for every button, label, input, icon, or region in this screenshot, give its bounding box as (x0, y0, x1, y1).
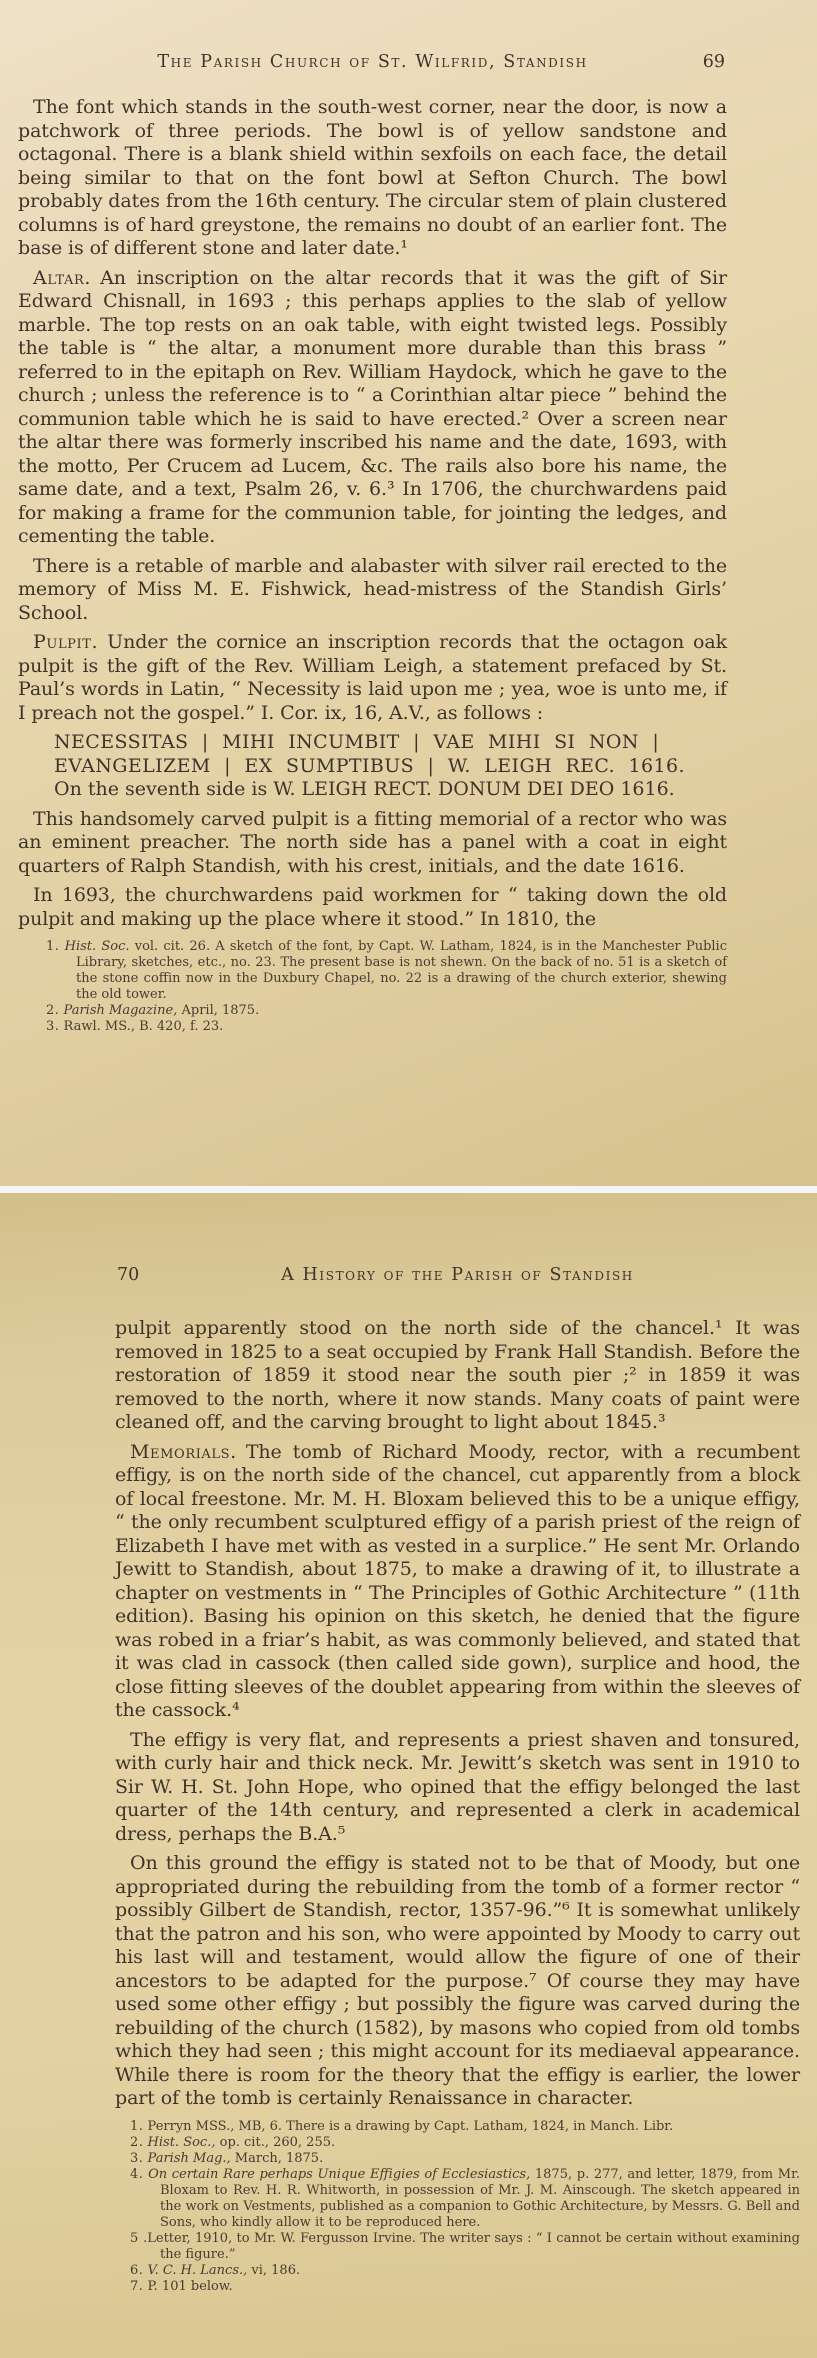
footnote-number: 2. (46, 1003, 60, 1018)
footnote-number: 1. (46, 939, 60, 954)
paragraph-on-this-ground (115, 1852, 800, 2111)
paragraph-text: pulpit apparently stood on the north side of the chancel.¹ It was removed in 1825 to a seat occupied by Frank Hall Standish. Before the restoration of 1859 it stood near the south pier ;² in 1859 it was removed to the north, where it now stands. Many coats of paint were cleaned off, and the carving brought to light about 1845.³ (115, 1317, 800, 1433)
footnote-italic: V. C. H. Lancs., (147, 2262, 248, 2278)
page-break-gap (0, 1186, 817, 1193)
footnote-text: Rawl. MS., B. 420, f. 23. (63, 1019, 224, 1034)
small-caps-lead: Altar. (33, 266, 92, 289)
paragraph-altar (18, 267, 727, 549)
footnote-number: 7. (130, 2278, 144, 2294)
footnote (130, 2231, 800, 2263)
paragraph-pulpit (18, 631, 727, 725)
inscription-line: EVANGELIZEM | EX SUMPTIBUS | W. LEIGH REC. 1616. (54, 754, 685, 777)
page-69-header (18, 52, 727, 74)
footnote (130, 2279, 800, 2295)
paragraph-text: This handsomely carved pulpit is a fitting memorial of a rector who was an eminent preacher. The north side has a panel with a coat in eight quarters of Ralph Standish, with his crest, initials, and the date 1616. (18, 807, 727, 877)
footnote-italic: Hist. Soc. (64, 939, 130, 954)
footnote-text: vol. cit. 26. A sketch of the font, by Capt. W. Latham, 1824, is in the Manchester Public Library, sketches, etc., no. 23. The present base is not shewn. On the back of no. 51 is a sketch of the stone coffin now in the Duxbury Chapel, no. 22 is a drawing of the church exterior, shewing the old tower. (76, 939, 727, 1002)
page-70-footnotes (130, 2119, 800, 2295)
paragraph-text: The font which stands in the south-west corner, near the door, is now a patchwork of three periods. The bowl is of yellow sandstone and octagonal. There is a blank shield within sexfoils on each face, the detail being similar to that on the font bowl at Sefton Church. The bowl probably dates from the 16th century. The circular stem of plain clustered columns is of hard greystone, the remains no doubt of an earlier font. The base is of different stone and later date.¹ (18, 96, 727, 259)
paragraph-carved-pulpit (18, 808, 727, 879)
footnote (130, 2135, 800, 2151)
paragraph-retable (18, 555, 727, 626)
page-69-page-number: 69 (702, 52, 725, 72)
paragraph-text: In 1693, the churchwardens paid workmen for “ taking down the old pulpit and making up the place where it stood.” In 1810, the (18, 884, 727, 930)
footnote-number: 2. (130, 2134, 144, 2150)
footnote-text: April, 1875. (177, 1003, 260, 1018)
paragraph-memorials (115, 1441, 800, 1723)
footnote (130, 2119, 800, 2135)
small-caps-lead: Memorials. (130, 1440, 237, 1463)
page-70-page-number: 70 (117, 1265, 140, 1285)
footnote-italic: On certain Rare perhaps Unique Effigies of Ecclesiastics, (148, 2166, 531, 2182)
footnote-italic: Hist. Soc., (147, 2134, 216, 2150)
page-70 (0, 1193, 817, 2358)
footnote-number: 1. (130, 2118, 144, 2134)
paragraph-text: Under the cornice an inscription records that the octagon oak pulpit is the gift of the Rev. William Leigh, a statement prefaced by St. Paul’s words in Latin, “ Necessity is laid upon me ; yea, woe is unto me, if I preach not the gospel.” I. Cor. ix, 16, A.V., as follows : (18, 631, 727, 724)
paragraph-font (18, 96, 727, 261)
footnote-text: vi, 186. (247, 2262, 301, 2278)
paragraph-pulpit-continued (115, 1317, 800, 1435)
footnote-number: 3. (130, 2150, 144, 2166)
footnote-text: P. 101 below. (147, 2278, 233, 2294)
page-70-running-title: A History of the Parish of Standish (281, 1265, 634, 1285)
footnote-italic: Parish Mag., (147, 2150, 231, 2166)
footnote-text: .Letter, 1910, to Mr. W. Fergusson Irvine. The writer says : “ I cannot be certain without examining the figure.” (143, 2230, 800, 2262)
footnote (46, 1019, 727, 1035)
footnote (46, 1003, 727, 1019)
footnote-text: Perryn MSS., MB, 6. There is a drawing by Capt. Latham, 1824, in Manch. Libr. (147, 2118, 674, 2134)
small-caps-lead: Pulpit. (33, 631, 99, 653)
paragraph-text: An inscription on the altar records that it was the gift of Sir Edward Chisnall, in 1693 ; this perhaps applies to the slab of yellow marble. The top rests on an oak table, with eight twisted legs. Possibly the table is “ the altar, a monument more durable than this brass ” referred to in the epitaph on Rev. William Haydock, which he gave to the church ; unless the reference is to “ a Corinthian altar piece ” behind the communion table which he is said to have erected.² Over a screen near the altar there was formerly inscribed his name and the date, 1693, with the motto, Per Crucem ad Lucem, &c. The rails also bore his name, the same date, and a text, Psalm 26, v. 6.³ In 1706, the churchwardens paid for making a frame for the communion table, for jointing the ledges, and cementing the table. (18, 266, 727, 547)
inscription-line: NECESSITAS | MIHI INCUMBIT | VAE MIHI SI NON | (54, 731, 660, 753)
footnote-number: 5 (130, 2230, 139, 2246)
footnote-number: 3. (46, 1019, 60, 1034)
paragraph-text: On this ground the effigy is stated not to be that of Moody, but one appropriated during the rebuilding from the tomb of a former rector “ possibly Gilbert de Standish, rector, 1357-96.”⁶ It is somewhat unlikely that the patron and his son, who were appointed by Moody to carry out his last will and testament, would allow the figure of one of their ancestors to be adapted for the purpose.⁷ Of course they may have used some other effigy ; but possibly the figure was carved during the rebuilding of the church (1582), by masons who copied from old tombs which they had seen ; this might account for its mediaeval appearance. While there is room for the theory that the effigy is earlier, the lower part of the tomb is certainly Renaissance in character. (115, 1852, 800, 2109)
footnote (130, 2263, 800, 2279)
inscription-line: On the seventh side is W. LEIGH RECT. DONUM DEI DEO 1616. (54, 778, 675, 800)
paragraph-text: There is a retable of marble and alabaster with silver rail erected to the memory of Miss M. E. Fishwick, head-mistress of the Standish Girls’ School. (18, 554, 727, 624)
paragraph-effigy-flat (115, 1729, 800, 1847)
paragraph-1693-workmen (18, 884, 727, 931)
footnote-text: op. cit., 260, 255. (215, 2134, 336, 2150)
page-70-header (115, 1265, 800, 1287)
footnote (130, 2167, 800, 2231)
page-69-running-title: The Parish Church of St. Wilfrid, Standish (157, 52, 588, 72)
page-69-footnotes (46, 939, 727, 1035)
page-70-body (115, 1317, 800, 2111)
footnote-text: March, 1875. (230, 2150, 324, 2166)
footnote-text: 1875, p. 277, and letter, 1879, from Mr. Bloxam to Rev. H. R. Whitworth, in possession of Mr. J. M. Ainscough. The sketch appeared in the work on Vestments, published as a companion to Gothic Architecture, by Messrs. G. Bell and Sons, who kindly allow it to be reproduced here. (160, 2166, 800, 2230)
footnote-italic: Parish Magazine, (63, 1003, 178, 1018)
page-69-body (18, 96, 727, 931)
paragraph-text: The effigy is very flat, and represents a priest shaven and tonsured, with curly hair and thick neck. Mr. Jewitt’s sketch was sent in 1910 to Sir W. H. St. John Hope, who opined that the effigy belonged the last quarter of the 14th century, and represented a clerk in academical dress, perhaps the B.A.⁵ (115, 1728, 800, 1845)
footnote (46, 939, 727, 1003)
paragraph-text: The tomb of Richard Moody, rector, with a recumbent effigy, is on the north side of the chancel, cut apparently from a block of local freestone. Mr. M. H. Bloxam believed this to be a unique effigy, “ the only recumbent sculptured effigy of a parish priest of the reign of Elizabeth I have met with as vested in a surplice.” He sent Mr. Orlando Jewitt to Standish, about 1875, to make a drawing of it, to illustrate a chapter on vestments in “ The Principles of Gothic Architecture ” (11th edition). Basing his opinion on this sketch, he denied that the figure was robed in a friar’s habit, as was commonly believed, and stated that it was clad in cassock (then called side gown), surplice and hood, the close fitting sleeves of the doublet appearing from within the sleeves of the cassock.⁴ (115, 1440, 800, 1721)
footnote-number: 6. (130, 2262, 144, 2278)
footnote (130, 2151, 800, 2167)
pulpit-inscription-block (54, 731, 727, 802)
footnote-number: 4. (130, 2166, 144, 2182)
